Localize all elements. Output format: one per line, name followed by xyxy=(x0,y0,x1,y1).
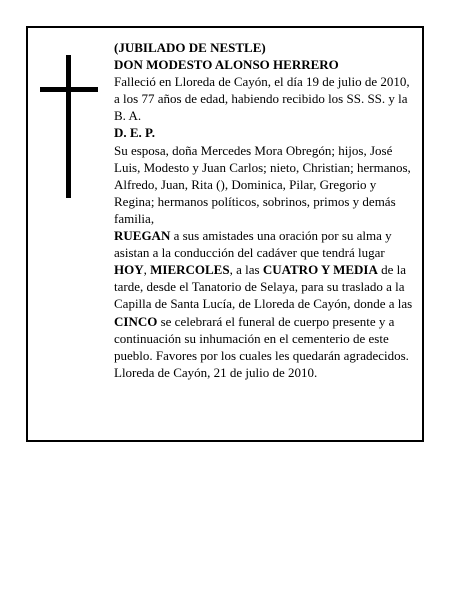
request-text-1: a sus amistades una oración por su alma y asistan a la conducción del cadáver que tendrá lugar xyxy=(114,228,392,261)
death-statement: Falleció en Lloreda de Cayón, el día 19 de julio de 2010, a los 77 años de edad, habiendo recibido los SS. SS. y la B. A. xyxy=(114,74,410,124)
funeral-time-label: CINCO xyxy=(114,313,158,329)
ruegan-label: RUEGAN xyxy=(114,228,171,244)
cross-icon xyxy=(40,55,98,198)
family-list: Su esposa, doña Mercedes Mora Obregón; hijos, José Luis, Modesto y Juan Carlos; nieto, Christian; hermanos, Alfredo, Juan, Rita (), Dominica, Pilar, Gregorio y Regina; hermanos políticos, sobrinos, primos y demás familia, xyxy=(114,142,411,226)
place-date: Lloreda de Cayón, 21 de julio de 2010. xyxy=(114,364,318,380)
request-text-2: , a las xyxy=(229,262,263,278)
request-text-3: de la tarde, desde el Tanatorio de Selaya, para su traslado a la Capilla de Santa Lucía, de Lloreda de Cayón, donde a las xyxy=(114,262,413,312)
notice-subtitle: (JUBILADO DE NESTLE) xyxy=(114,40,266,55)
time-label: CUATRO Y MEDIA xyxy=(262,262,378,278)
request-comma: , xyxy=(143,262,151,278)
obituary-notice xyxy=(26,26,424,442)
request-text-4: se celebrará el funeral de cuerpo presente y a continuación su inhumación en el cementerio de este pueblo. Favores por los cuales les quedarán agradecidos. xyxy=(114,313,409,363)
notice-text xyxy=(114,39,418,381)
request-paragraph xyxy=(114,227,418,364)
deceased-name: DON MODESTO ALONSO HERRERO xyxy=(114,57,339,73)
dep-label: D. E. P. xyxy=(114,125,156,141)
weekday-label: MIERCOLES xyxy=(150,262,230,278)
cross-horizontal-bar xyxy=(40,87,98,92)
hoy-label: HOY xyxy=(114,262,144,278)
cross-vertical-bar xyxy=(66,55,71,198)
